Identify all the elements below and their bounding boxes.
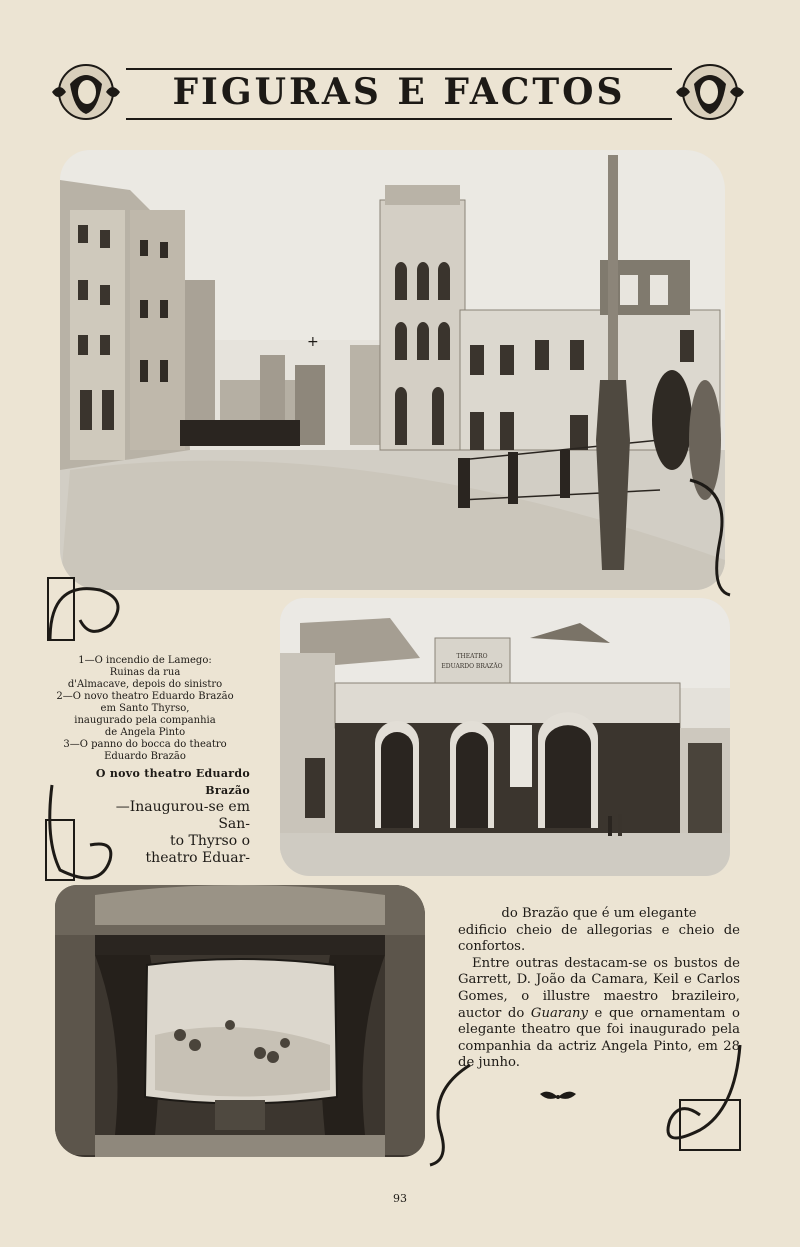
article-line: —Inaugurou-se em San- [115,799,250,832]
caption-line: d'Almacave, depois do sinistro [67,679,223,690]
scroll-ornament-icon [40,570,140,650]
article-start [90,765,250,867]
caption-line: de Angela Pinto [104,727,186,738]
article-paragraph [458,956,740,1072]
article-paragraph: edificio cheio de allegorias e cheio de confortos. [458,922,740,955]
article-line: theatro Eduar- [145,850,250,866]
article-text: Entre outras destacam-se os bustos de Garrett, D. João da Camara, Keil e Carlos Gomes, o illustre maestro brazileiro, auctor do [458,955,740,1021]
article-italic: Guarany [530,1005,588,1021]
photo-theatre-exterior [280,598,730,876]
caption-line: 1—O incendio de Lamego: [78,655,212,666]
medallion-right-icon [672,62,748,122]
theatre-sign-line-2: EDUARDO BRAZÃO [441,663,503,670]
article-heading: O novo theatro Eduardo Brazão [95,767,250,797]
caption-line: 2—O novo theatro Eduardo Brazão [56,691,234,702]
photo-captions [50,655,240,763]
caption-line: em Santo Thyrso, [100,703,190,714]
masthead [48,62,748,122]
scroll-ornament-icon [420,1060,480,1170]
medallion-left-icon [48,62,124,122]
page-number: 93 [393,1192,407,1205]
page-title: FIGURAS E FACTOS [172,71,626,113]
article-line: to Thyrso o [170,833,250,849]
scroll-ornament-icon [670,470,740,600]
article-text: e que ornamentam o elegante theatro que foi inaugurado pela companhia da actriz Angela Pinto, em 28 de junho. [458,1005,740,1071]
caption-line: Eduardo Brazão [104,751,186,762]
photo-theatre-curtain [55,885,425,1157]
svg-text:+: + [307,334,319,350]
caption-line: inaugurado pela companhia [74,715,216,726]
article-line: do Brazão que é um elegante [501,906,697,921]
theatre-sign-line-1: THEATRO [456,653,488,660]
caption-line: 3—O panno do bocca do theatro [63,739,227,750]
caption-line: Ruinas da rua [109,667,181,678]
leaf-ornament-icon [538,1088,578,1106]
photo-lamego-fire [60,150,725,590]
article-continuation [458,906,740,1072]
